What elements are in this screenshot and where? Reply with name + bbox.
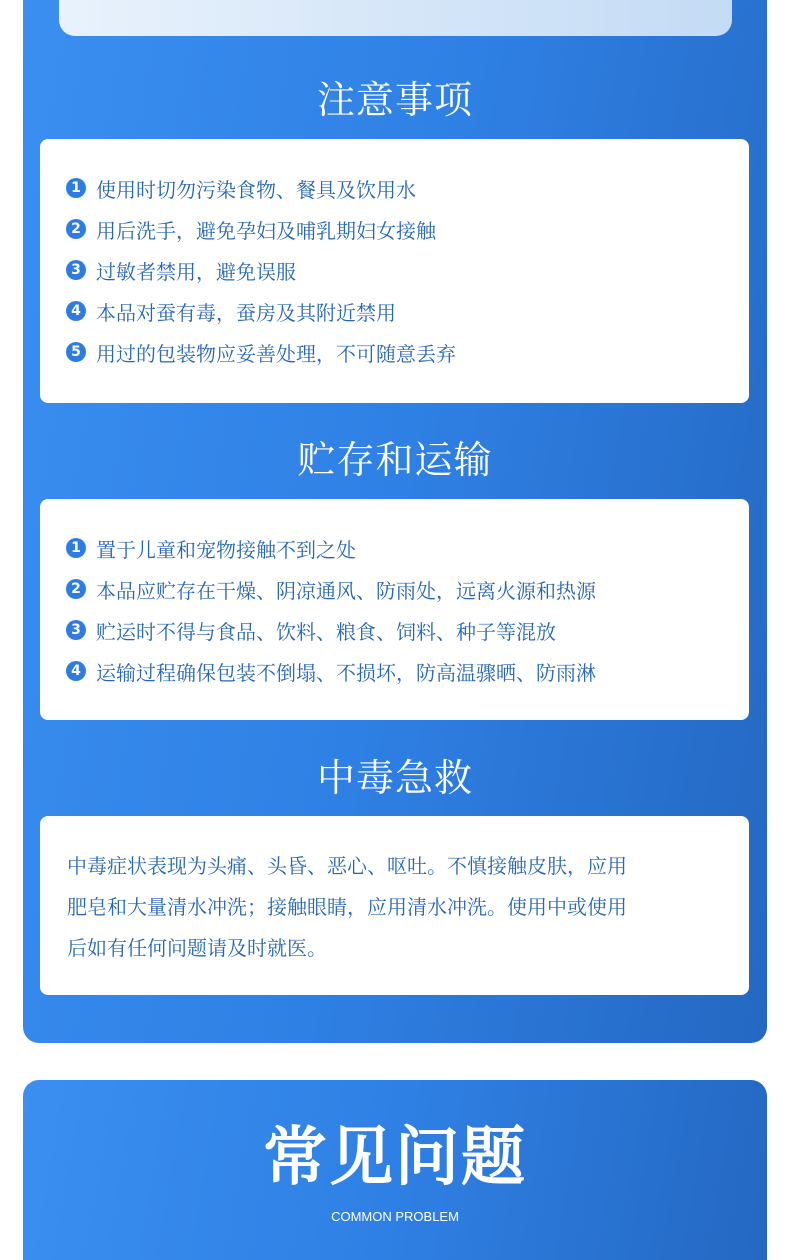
list-item [66,656,596,686]
list-item [66,533,356,563]
list-item-text: 本品应贮存在干燥、阴凉通风、防雨处，远离火源和热源 [96,578,596,603]
number-badge: 1 [66,538,86,558]
faq-panel [23,1080,767,1260]
list-item-text: 贮运时不得与食品、饮料、粮食、饲料、种子等混放 [96,619,556,644]
faq-title: 常见问题 [263,1121,527,1195]
number-badge: 1 [66,178,86,198]
list-item-text: 过敏者禁用，避免误服 [96,259,296,284]
number-badge: 4 [66,301,86,321]
list-item [66,173,416,203]
list-item-text: 用后洗手，避免孕妇及哺乳期妇女接触 [96,218,436,243]
first-aid-card [40,816,749,995]
storage-card [40,499,749,720]
number-badge: 5 [66,342,86,362]
list-item [66,255,296,285]
top-info-strip [59,0,732,36]
list-item [66,337,456,367]
section-title-precautions: 注意事项 [316,78,473,122]
section-title-first-aid: 中毒急救 [316,756,473,800]
number-badge: 2 [66,579,86,599]
precautions-card [40,139,749,403]
first-aid-text [67,846,727,969]
list-item-text: 运输过程确保包装不倒塌、不损坏，防高温骤晒、防雨淋 [96,660,596,685]
first-aid-line: 中毒症状表现为头痛、头昏、恶心、呕吐。不慎接触皮肤，应用 [67,854,627,878]
list-item [66,214,436,244]
list-item [66,615,556,645]
instructions-panel [23,0,767,1043]
list-item [66,574,596,604]
first-aid-line: 后如有任何问题请及时就医。 [67,936,327,960]
faq-subtitle: COMMON PROBLEM [331,1209,459,1224]
number-badge: 3 [66,260,86,280]
list-item-text: 置于儿童和宠物接触不到之处 [96,537,356,562]
number-badge: 2 [66,219,86,239]
section-title-storage: 贮存和运输 [297,438,493,482]
number-badge: 3 [66,620,86,640]
number-badge: 4 [66,661,86,681]
list-item [66,296,396,326]
first-aid-line: 肥皂和大量清水冲洗；接触眼睛，应用清水冲洗。使用中或使用 [67,895,627,919]
list-item-text: 使用时切勿污染食物、餐具及饮用水 [96,177,416,202]
list-item-text: 本品对蚕有毒，蚕房及其附近禁用 [96,300,396,325]
list-item-text: 用过的包装物应妥善处理，不可随意丢弃 [96,341,456,366]
